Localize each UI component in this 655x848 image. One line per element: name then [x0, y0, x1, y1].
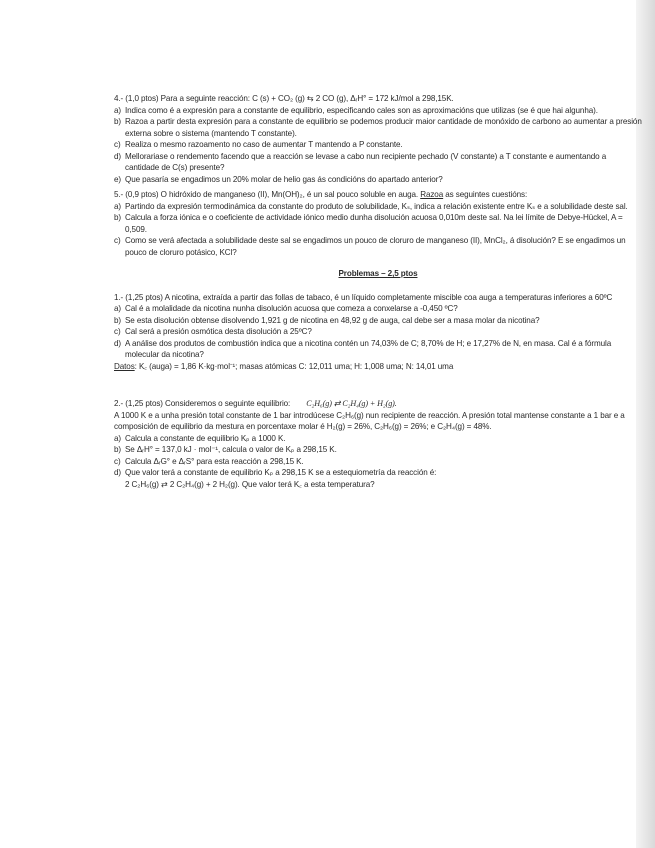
p1-heading: 1.- (1,25 ptos) A nicotina, extraída a partir das follas de tabaco, é un líquido completamente miscible coa auga a temperaturas inferiores a 60ºC	[114, 292, 613, 302]
q4-item-e: e) Que pasaría se engadimos un 20% molar de helio gas ás condicións do apartado anterior?	[114, 174, 443, 184]
p2-item-d-continuation: 2 C₂H₆(g) ⇄ 2 C₂H₄(g) + 2 H₂(g). Que valor terá K꜀ a esta temperatura?	[125, 479, 375, 489]
p2-item-a: a) Calcula a constante de equilibrio Kₚ a 1000 K.	[114, 433, 286, 443]
p1-data-line: Datos: K꜀ (auga) = 1,86 K·kg·mol⁻¹; masas atómicas C: 12,011 uma; H: 1,008 uma; N: 14,01 uma	[114, 361, 454, 371]
p1-item-a: a) Cal é a molalidade da nicotina nunha disolución acuosa que comeza a conxelarse a -0,450 ºC?	[114, 304, 458, 313]
q4-item-c: c) Realiza o mesmo razoamento no caso de aumentar T mantendo a P constante.	[114, 140, 403, 149]
p2-equation: C₂H₆(g) ⇄ C₂H₄(g) + H₂(g).	[306, 399, 397, 408]
q4-item-a: a) Indica como é a expresión para a constante de equilibrio, especificando cales son as aproximacións que utilizas (se é que hai algunha).	[114, 105, 598, 115]
p1-item-b: b) Se esta disolución obtense disolvendo 1,921 g de nicotina en 48,92 g de auga, cal debe ser a masa molar da nicotina?	[114, 315, 540, 325]
section-title: Problemas – 2,5 ptos	[338, 269, 418, 278]
exam-page	[114, 93, 642, 490]
p2-item-b: b) Se ΔᵣH° = 137,0 kJ · mol⁻¹, calcula o valor de Kₚ a 298,15 K.	[114, 445, 337, 454]
q5-item-c: c) Como se verá afectada a solubilidade deste sal se engadimos un pouco de cloruro de manganeso (II), MnCl₂, á disolución? E se engadimos un pouco de cloruro potásico, KCl?	[114, 236, 626, 257]
p2-body: A 1000 K e a unha presión total constante de 1 bar introdúcese C₂H₆(g) nun recipiente de reacción. A presión total mantense constante a 1 bar e a composición de equilibrio da mestura en porcentaxe molar é H₂(g) = 26%, C₂H₆(g) = 26%; e C₂H₄(g) = 48%.	[114, 410, 625, 431]
q4-heading: 4.- (1,0 ptos) Para a seguinte reacción: C (s) + CO₂ (g) ⇆ 2 CO (g), ΔᵣH° = 172 kJ/mol a 298,15K.	[114, 94, 454, 103]
p2-heading: 2.- (1,25 ptos) Consideremos o seguinte equilibrio: C₂H₆(g) ⇄ C₂H₄(g) + H₂(g).	[114, 399, 397, 408]
q4-item-b: b) Razoa a partir desta expresión para a constante de equilibrio se podemos producir maior cantidade de monóxido de carbono ao aumentar a presión externa sobre o sistema (mantendo T constante).	[114, 117, 642, 138]
q5-item-a: a) Partindo da expresión termodinámica da constante do produto de solubilidade, Kₛ, indica a relación existente entre Kₛ e a solubilidade deste sal.	[114, 201, 628, 211]
razoa-underlined: Razoa	[420, 190, 444, 199]
datos-label: Datos	[114, 361, 135, 371]
q5-item-b: b) Calcula a forza iónica e o coeficiente de actividade iónico medio dunha disolución acuosa 0,010m deste sal. Na lei límite de Debye-Hückel, A = 0,509.	[114, 213, 623, 234]
p1-item-d: d) A análise dos produtos de combustión indica que a nicotina contén un 74,03% de C; 8,70% de H; e 17,27% de N, en masa. Cal é a fórmula molecular da nicotina?	[114, 338, 612, 359]
q5-heading: 5.- (0,9 ptos) O hidróxido de manganeso (II), Mn(OH)₂, é un sal pouco soluble en auga. Razoa as seguintes cuestións:	[114, 190, 528, 199]
p1-item-c: c) Cal será a presión osmótica desta disolución a 25ºC?	[114, 327, 312, 336]
q4-item-d: d) Mellorariase o rendemento facendo que a reacción se levase a cabo nun recipiente pechado (V constante) a T constante e aumentando a cantidade de C(s) presente?	[114, 151, 607, 172]
p2-item-c: c) Calcula ΔᵣG° e ΔᵣS° para esta reacción a 298,15 K.	[114, 456, 304, 466]
p2-item-d: d) Que valor terá a constante de equilibrio Kₚ a 298,15 K se a estequiometría da reacción é:	[114, 468, 437, 477]
